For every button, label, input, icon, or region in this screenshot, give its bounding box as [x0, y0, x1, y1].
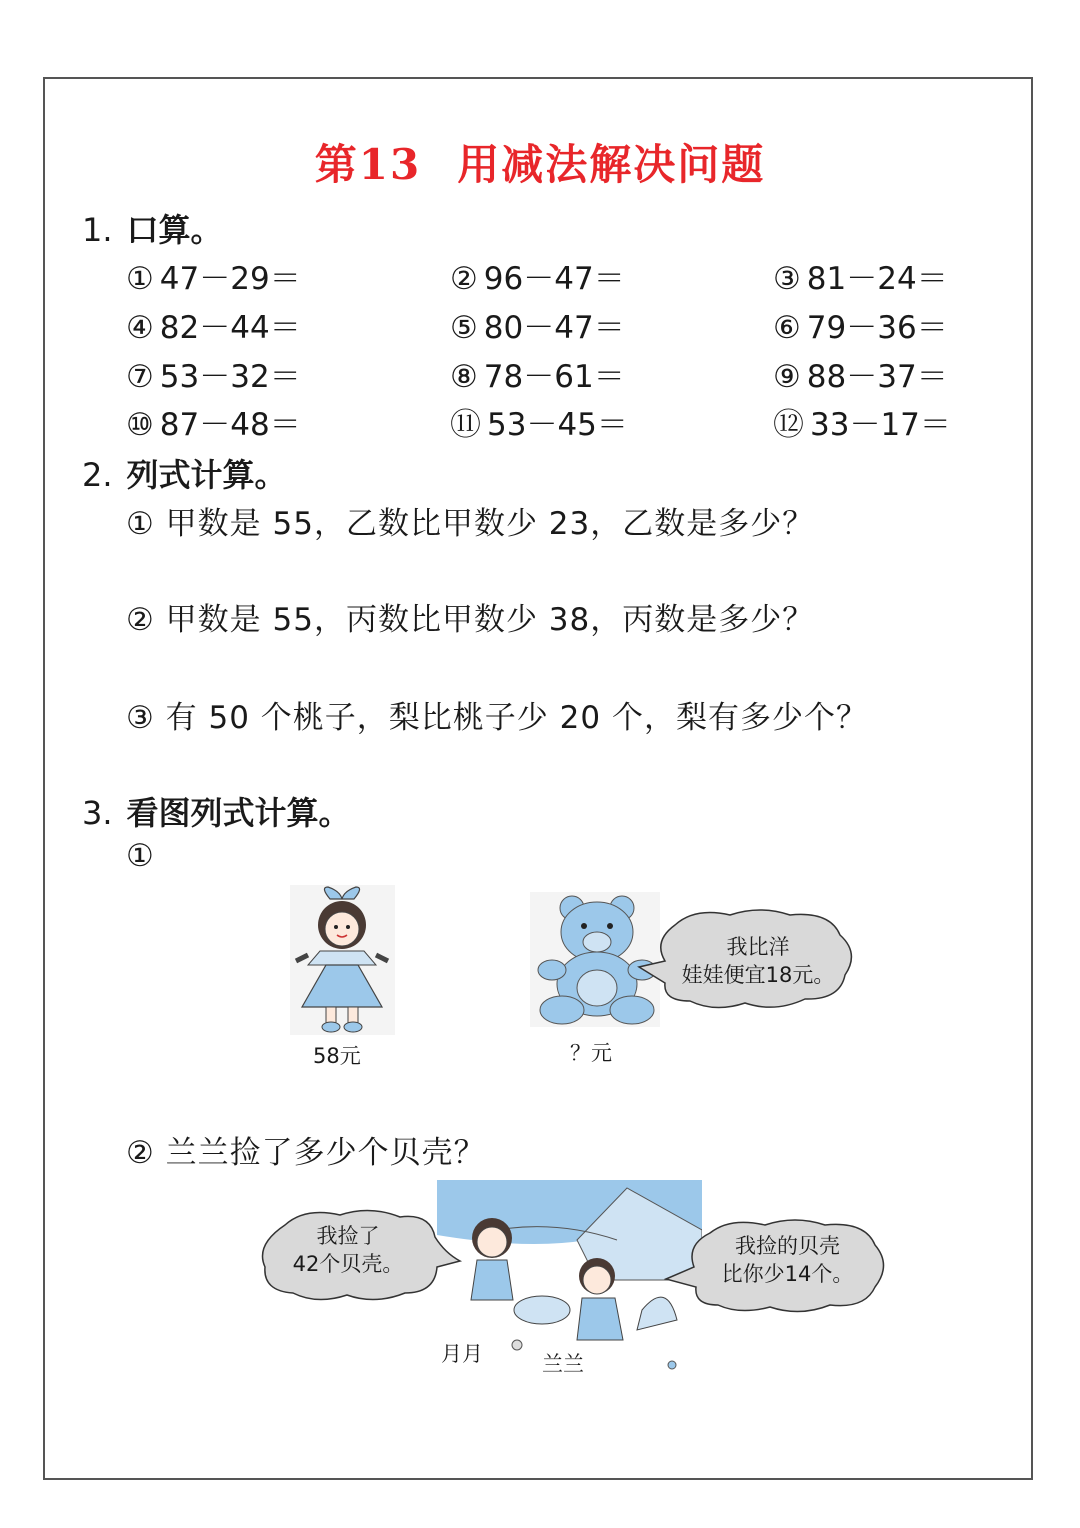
item-expression: 47－29＝	[159, 261, 301, 297]
oral-item	[450, 253, 625, 298]
oral-item	[773, 399, 951, 444]
item-expression: 82－44＝	[159, 310, 301, 346]
page-title	[0, 132, 1080, 192]
name-yueyue: 月月	[441, 1342, 483, 1366]
item-index: ⑨	[773, 359, 801, 395]
item-index: ①	[126, 261, 154, 297]
picture-1-label: ①	[126, 838, 154, 874]
lanlan-bubble-text: 我捡的贝壳 比你少14个。	[721, 1234, 854, 1286]
item-index: ③	[773, 261, 801, 297]
oral-item	[126, 351, 301, 396]
oral-item	[773, 351, 948, 396]
item-expression: 33－17＝	[810, 407, 951, 443]
item-index: ⑫	[773, 407, 804, 443]
oral-item	[450, 399, 628, 444]
item-index: ⑤	[450, 310, 478, 346]
lesson-number: 第13	[314, 140, 422, 189]
yueyue-bubble-text: 我捡了 42个贝壳。	[292, 1224, 404, 1276]
item-index: ⑪	[450, 407, 481, 443]
item-index: ②	[450, 261, 478, 297]
item-expression: 88－37＝	[806, 359, 948, 395]
oral-item	[126, 399, 301, 444]
oral-item	[773, 253, 948, 298]
bear-bubble-text: 我比洋 娃娃便宜18元。	[681, 935, 835, 987]
item-expression: 81－24＝	[806, 261, 948, 297]
item-expression: 53－32＝	[159, 359, 301, 395]
doll-price: 58元	[313, 1044, 361, 1068]
oral-item	[126, 253, 301, 298]
section-3-heading: 3. 看图列式计算。	[82, 794, 351, 832]
oral-item	[773, 302, 948, 347]
oral-item	[450, 302, 625, 347]
bear-price: ？元	[570, 1041, 612, 1065]
item-expression: 96－47＝	[483, 261, 625, 297]
question-2: ② 甲数是 55，丙数比甲数少 38，丙数是多少？	[126, 602, 815, 638]
question-3: ③ 有 50 个桃子，梨比桃子少 20 个，梨有多少个？	[126, 700, 868, 736]
doll-illustration	[290, 885, 395, 1035]
item-expression: 87－48＝	[159, 407, 301, 443]
oral-item	[126, 302, 301, 347]
picture-2-question: ② 兰兰捡了多少个贝壳？	[126, 1135, 486, 1171]
item-expression: 53－45＝	[487, 407, 628, 443]
item-index: ⑧	[450, 359, 478, 395]
item-index: ⑦	[126, 359, 154, 395]
section-1-heading: 1. 口算。	[82, 211, 223, 249]
item-expression: 79－36＝	[806, 310, 948, 346]
item-expression: 78－61＝	[483, 359, 625, 395]
question-1: ① 甲数是 55，乙数比甲数少 23，乙数是多少？	[126, 506, 815, 542]
lesson-topic: 用减法解决问题	[457, 140, 766, 189]
item-index: ④	[126, 310, 154, 346]
name-lanlan: 兰兰	[542, 1352, 584, 1376]
oral-item	[450, 351, 625, 396]
item-index: ⑥	[773, 310, 801, 346]
item-index: ⑩	[126, 407, 154, 443]
item-expression: 80－47＝	[483, 310, 625, 346]
section-2-heading: 2. 列式计算。	[82, 456, 287, 494]
